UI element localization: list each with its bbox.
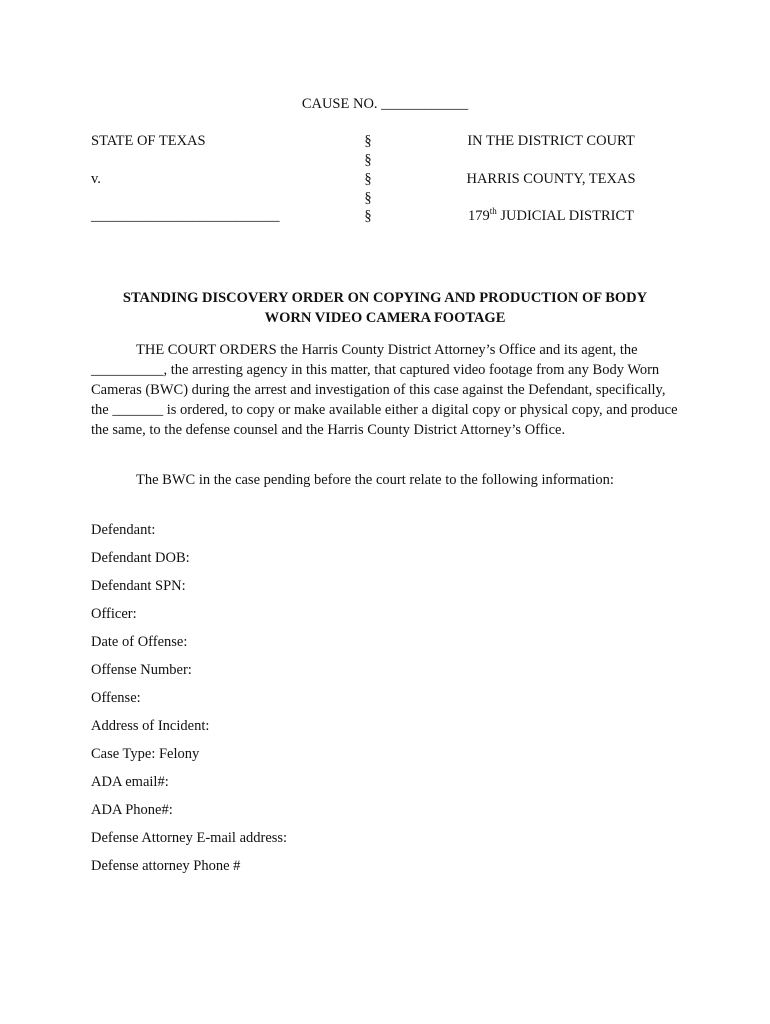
field-ada-email: ADA email#: bbox=[91, 774, 169, 790]
field-defendant: Defendant: bbox=[91, 522, 156, 538]
district-number: 179 bbox=[468, 208, 490, 224]
district-ordinal: th bbox=[489, 206, 497, 217]
order-paragraph-text: THE COURT ORDERS the Harris County District Attorney’s Office and its agent, the __________, the arresting agency in this matter, that captured video footage from any Body Worn Cameras (BWC) during the arrest and investigation of this case against the Defendant, specifically, the _______ is ordered, to copy or make available either a digital copy or physical copy, and produce the same, to the defense counsel and the Harris County District Attorney’s Office. bbox=[91, 342, 678, 438]
section-symbol: § bbox=[364, 171, 372, 187]
field-defense-phone: Defense attorney Phone # bbox=[91, 858, 241, 874]
document-title bbox=[80, 288, 690, 328]
field-address-of-incident: Address of Incident: bbox=[91, 718, 210, 734]
field-case-type: Case Type: Felony bbox=[91, 746, 200, 762]
section-symbol: § bbox=[364, 152, 372, 168]
field-date-of-offense: Date of Offense: bbox=[91, 634, 188, 650]
section-symbol: § bbox=[364, 133, 372, 149]
caption-county: HARRIS COUNTY, TEXAS bbox=[466, 171, 636, 187]
info-intro-paragraph bbox=[91, 470, 681, 490]
field-officer: Officer: bbox=[91, 606, 137, 622]
caption-court: IN THE DISTRICT COURT bbox=[467, 133, 635, 149]
caption-defendant-blank: __________________________ bbox=[91, 208, 280, 224]
section-symbol: § bbox=[364, 208, 372, 224]
field-ada-phone: ADA Phone#: bbox=[91, 802, 173, 818]
order-paragraph bbox=[91, 340, 681, 440]
district-label: JUDICIAL DISTRICT bbox=[496, 208, 634, 224]
info-intro-text: The BWC in the case pending before the court relate to the following information: bbox=[136, 472, 614, 488]
field-defendant-spn: Defendant SPN: bbox=[91, 578, 186, 594]
caption-versus: v. bbox=[91, 171, 101, 187]
field-offense-number: Offense Number: bbox=[91, 662, 192, 678]
title-line-2: WORN VIDEO CAMERA FOOTAGE bbox=[264, 310, 506, 326]
field-offense: Offense: bbox=[91, 690, 141, 706]
field-defendant-dob: Defendant DOB: bbox=[91, 550, 190, 566]
cause-number: CAUSE NO. ____________ bbox=[301, 96, 469, 112]
caption-party-state: STATE OF TEXAS bbox=[91, 133, 206, 149]
title-line-1: STANDING DISCOVERY ORDER ON COPYING AND PRODUCTION OF BODY bbox=[122, 290, 648, 306]
section-symbol: § bbox=[364, 190, 372, 206]
field-defense-email: Defense Attorney E-mail address: bbox=[91, 830, 288, 846]
caption-district bbox=[420, 206, 682, 226]
